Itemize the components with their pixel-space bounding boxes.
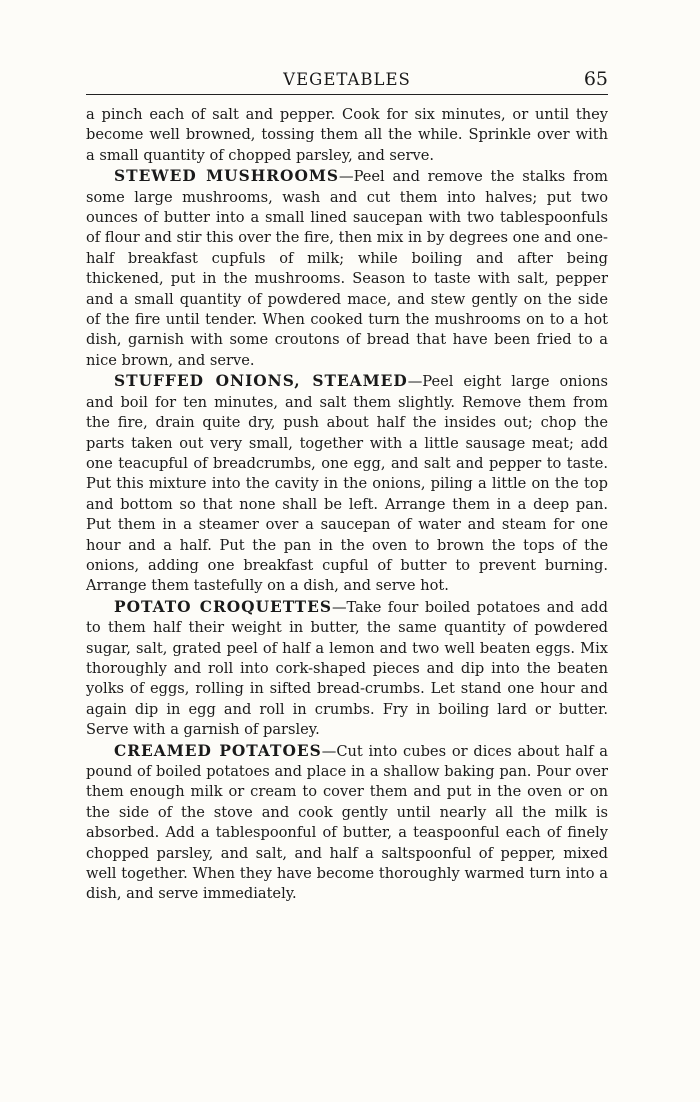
recipe-potato-croquettes bbox=[86, 597, 608, 741]
recipe-text: —Cut into cubes or dices about half a pound of boiled potatoes and place in a shallow baking pan. Pour over them enough milk or cream to cover them and put in the oven or on the side of the stove and cook gently until nearly all the milk is absorbed. Add a tablespoonful of butter, a teaspoonful each of finely chopped parsley, and salt, and half a saltspoonful of pepper, mixed well together. When they have become thoroughly warmed turn into a dish, and serve immediately. bbox=[86, 742, 608, 903]
running-head bbox=[86, 70, 608, 95]
body-text bbox=[86, 105, 608, 905]
recipe-creamed-potatoes bbox=[86, 741, 608, 905]
recipe-stewed-mushrooms bbox=[86, 166, 608, 371]
running-title: VEGETABLES bbox=[283, 70, 411, 89]
book-page bbox=[86, 70, 608, 905]
page-number: 65 bbox=[583, 68, 608, 90]
recipe-text: —Peel eight large onions and boil for ten minutes, and salt them slightly. Remove them from the fire, drain quite dry, push about half the insides out; chop the parts taken out very small, together with a little sausage meat; add one teacupful of breadcrumbs, one egg, and salt and pepper to taste. Put this mixture into the cavity in the onions, piling a little on the top and bottom so that none shall be left. Arrange them in a deep pan. Put them in a steamer over a saucepan of water and steam for one hour and a half. Put the pan in the oven to brown the tops of the onions, adding one breakfast cupful of butter to prevent burning. Arrange them tastefully on a dish, and serve hot. bbox=[86, 373, 608, 595]
recipe-heading: STUFFED ONIONS, STEAMED bbox=[114, 372, 408, 391]
paragraph-continued bbox=[86, 105, 608, 166]
paragraph-text: a pinch each of salt and pepper. Cook for six minutes, or until they become well browned, tossing them all the while. Sprinkle over with a small quantity of chopped parsley, and serve. bbox=[86, 106, 608, 164]
recipe-heading: POTATO CROQUETTES bbox=[114, 597, 332, 616]
recipe-heading: STEWED MUSHROOMS bbox=[114, 167, 340, 186]
recipe-text: —Peel and remove the stalks from some large mushrooms, wash and cut them into halves; put two ounces of butter into a small lined saucepan with two tablespoonfuls of flour and stir this over the fire, then mix in by degrees one and one-half breakfast cupfuls of milk; while boiling and after being thickened, put in the mushrooms. Season to taste with salt, pepper and a small quantity of powdered mace, and stew gently on the side of the fire until tender. When cooked turn the mushrooms on to a hot dish, garnish with some croutons of bread that have been fried to a nice brown, and serve. bbox=[86, 168, 608, 369]
recipe-stuffed-onions bbox=[86, 371, 608, 596]
recipe-text: —Take four boiled potatoes and add to them half their weight in butter, the same quantity of powdered sugar, salt, grated peel of half a lemon and two well beaten eggs. Mix thoroughly and roll into cork-shaped pieces and dip into the beaten yolks of eggs, rolling in sifted bread-crumbs. Let stand one hour and again dip in egg and roll in crumbs. Fry in boiling lard or butter. Serve with a garnish of parsley. bbox=[86, 598, 608, 739]
recipe-heading: CREAMED POTATOES bbox=[114, 741, 322, 760]
